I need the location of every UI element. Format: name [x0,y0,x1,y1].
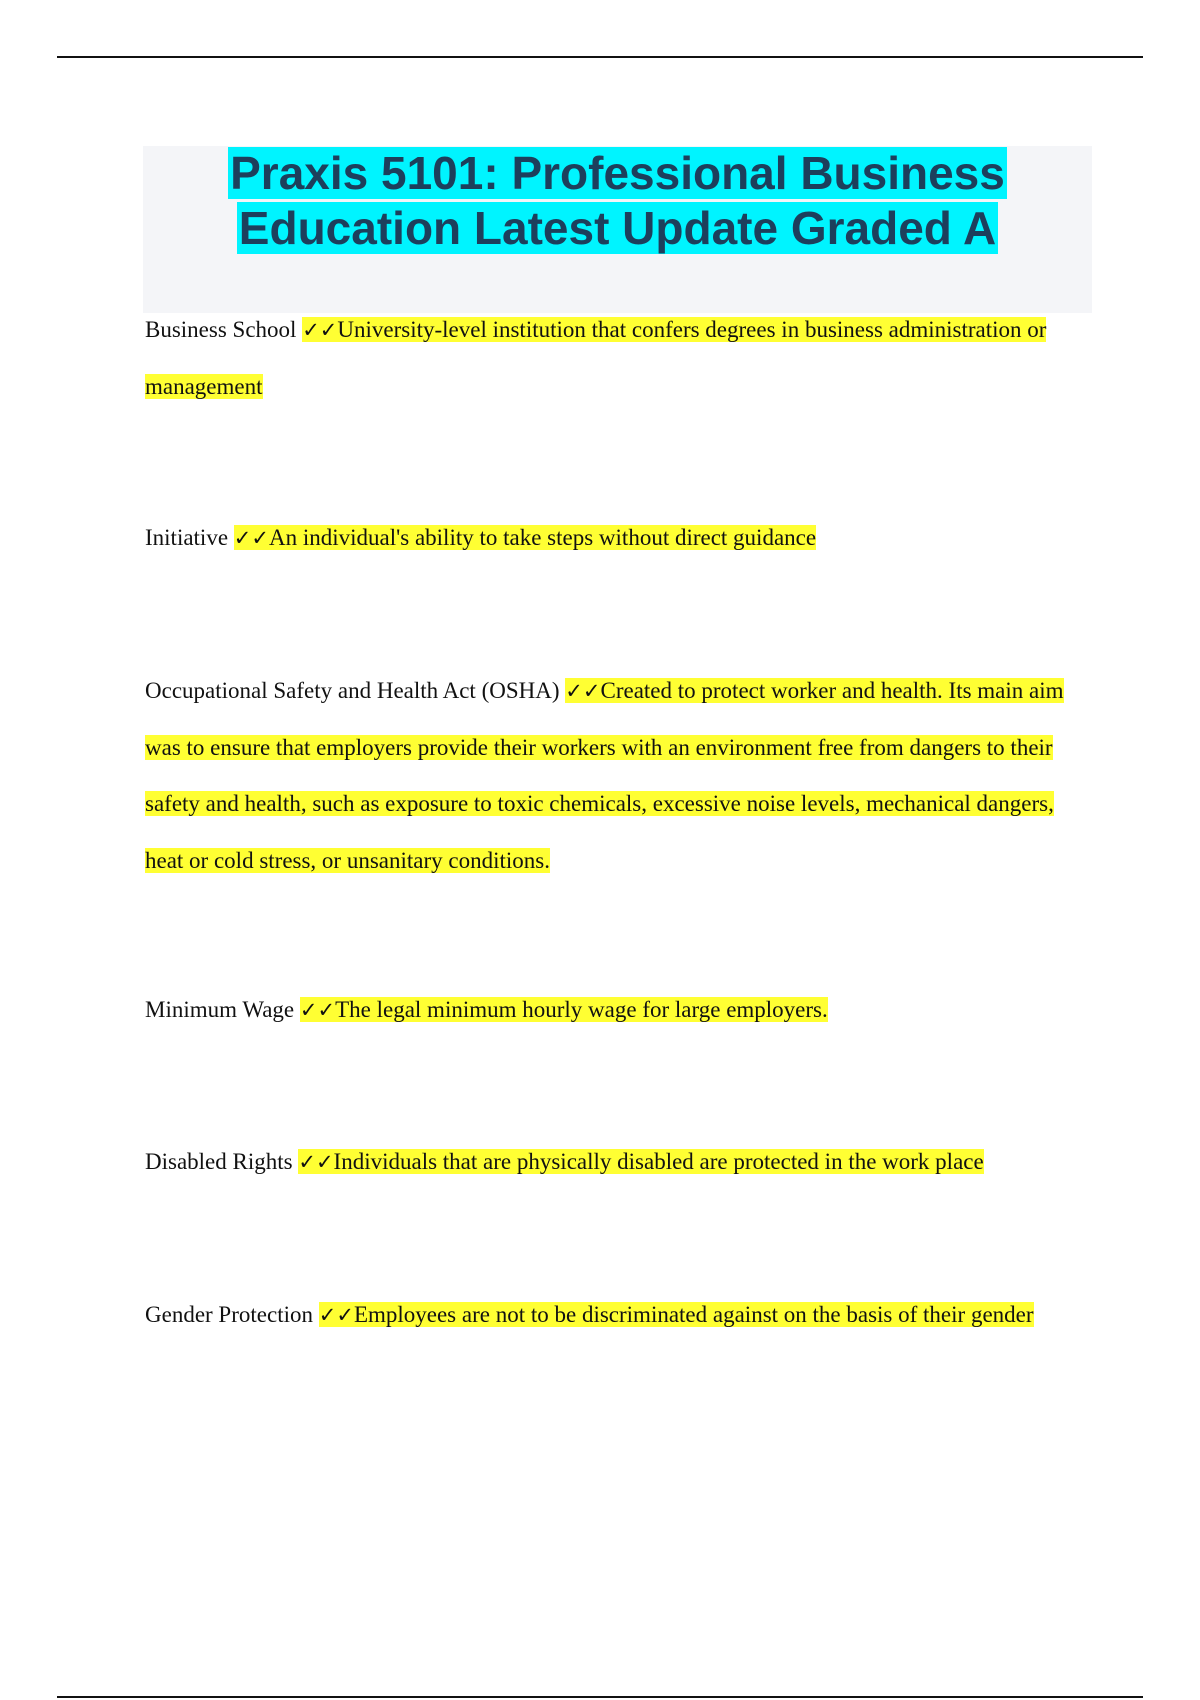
entry-initiative [145,510,1085,567]
definition-text: Individuals that are physically disabled are protected in the work place [333,1149,984,1174]
double-check-icon: ✓✓ [299,998,336,1022]
entry-osha [145,663,1085,889]
entry-term: Minimum Wage [145,997,295,1022]
entry-gender-protection [145,1287,1085,1344]
entry-term: Disabled Rights [145,1149,293,1174]
definition-text: An individual's ability to take steps without direct guidance [268,525,817,550]
entry-definition [298,1149,983,1174]
bottom-rule [57,1696,1143,1698]
entry-definition [145,678,1064,873]
title-line-2: Education Latest Update Graded A [238,202,997,254]
entry-term: Business School [145,317,297,342]
entry-disabled-rights [145,1134,1085,1191]
entry-definition [319,1302,1034,1327]
double-check-icon: ✓✓ [298,1150,334,1174]
entry-term: Gender Protection [145,1302,313,1327]
double-check-icon: ✓✓ [318,1303,354,1327]
definition-text: University-level institution that confers degrees in business administration or management [145,317,1047,399]
title-line-1: Praxis 5101: Professional Business [230,147,1005,199]
entry-business-school [145,302,1085,415]
double-check-icon: ✓✓ [565,679,601,703]
document-title [143,146,1092,256]
definition-text: Created to protect worker and health. Its main aim was to ensure that employers provide their workers with an environment free from dangers to their safety and health, such as exposure to toxic chemicals, excessive noise levels, mechanical dangers, heat or cold stress, or unsanitary conditions. [145,678,1064,873]
entry-term: Initiative [145,525,229,550]
entry-definition [234,525,816,550]
entry-minimum-wage [145,982,1085,1039]
top-rule [57,56,1143,58]
double-check-icon: ✓✓ [302,318,338,342]
double-check-icon: ✓✓ [233,526,269,550]
definition-text: Employees are not to be discriminated against on the basis of their gender [353,1302,1034,1327]
definition-text: The legal minimum hourly wage for large employers. [335,997,828,1022]
entry-definition [300,997,828,1022]
entry-term: Occupational Safety and Health Act (OSHA) [145,678,560,703]
